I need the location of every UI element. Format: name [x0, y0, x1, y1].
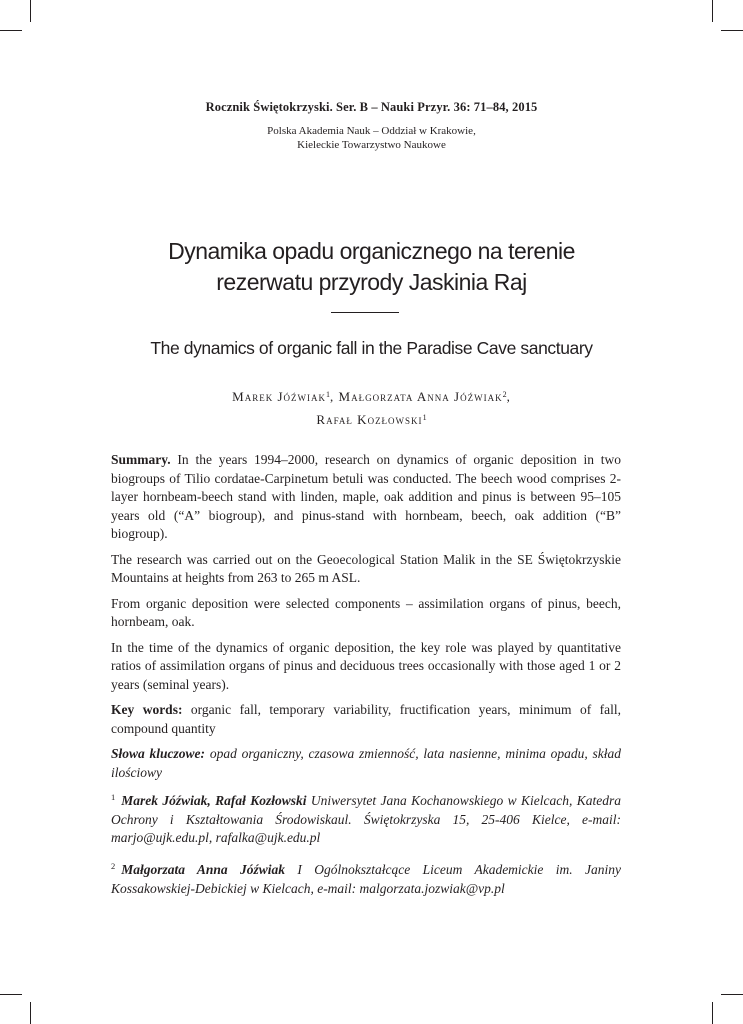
- title-polish: [100, 236, 643, 298]
- crop-mark-top-left-h: [0, 30, 22, 31]
- affiliation-line: Polska Akademia Nauk – Oddział w Krakowie,: [267, 125, 476, 137]
- author-name: Rafał Kozłowski: [316, 412, 423, 427]
- crop-mark-bottom-right-h: [721, 994, 743, 995]
- footnote-authors: Marek Jóźwiak, Rafał Kozłowski: [121, 793, 307, 808]
- author-separator: ,: [330, 389, 339, 404]
- title-line: rezerwatu przyrody Jaskinia Raj: [216, 269, 527, 295]
- summary-text: In the years 1994–2000, research on dynamics of organic deposition in two biogroups of Tilio cordatae-Carpinetum betuli was conducted. The beech wood comprises 2-layer hornbeam-beech stand with linden, maple, oak addition and pinus is between 95–105 years old (“A” biogroup), and pinus-stand with hornbeam, beech, oak addition (“B” biogroup).: [111, 452, 621, 541]
- crop-mark-top-left: [30, 0, 31, 22]
- author-line: [0, 407, 743, 430]
- summary-paragraph: [111, 451, 621, 544]
- author-name: Małgorzata Anna Jóźwiak: [338, 389, 503, 404]
- publisher-affiliation: [0, 124, 743, 152]
- author-list: [0, 384, 743, 430]
- footnote-number: 2: [111, 861, 116, 871]
- summary-paragraph: From organic deposition were selected components – assimilation organs of pinus, beech, hornbeam, oak.: [111, 595, 621, 629]
- keywords-polish: [111, 745, 621, 782]
- keywords-polish-label: Słowa kluczowe:: [111, 746, 206, 761]
- author-affiliation-mark: 1: [422, 413, 427, 422]
- keywords-polish-text: opad organiczny, czasowa zmienność, lata nasienne, minima opadu, skład ilościowy: [111, 746, 621, 780]
- keywords: [111, 701, 621, 738]
- journal-citation: Rocznik Świętokrzyski. Ser. B – Nauki Przyr. 36: 71–84, 2015: [205, 100, 538, 114]
- summary-paragraph: In the time of the dynamics of organic deposition, the key role was played by quantitative ratios of assimilation organs of pinus and deciduous trees occasionally with those aged 1 or 2 years (seminal years).: [111, 639, 621, 692]
- footnote-1: [111, 788, 621, 848]
- footnote-number: 1: [111, 792, 116, 802]
- title-divider: [331, 312, 399, 313]
- keywords-label: Key words:: [111, 702, 183, 717]
- footnote-authors: Małgorzata Anna Jóźwiak: [121, 862, 286, 877]
- crop-mark-bottom-right: [712, 1002, 713, 1024]
- title-line: Dynamika opadu organicznego na terenie: [168, 238, 575, 264]
- crop-mark-bottom-left-h: [0, 994, 22, 995]
- author-line: [0, 384, 743, 407]
- footnote-2: [111, 857, 621, 898]
- summary-paragraph: The research was carried out on the Geoecological Station Malik in the SE Świętokrzyskie Mountains at heights from 263 to 265 m ASL.: [111, 551, 621, 585]
- crop-mark-top-right-h: [721, 30, 743, 31]
- footnote-text: I Ogólnokształcące Liceum Akademickie im. Janiny Kossakowskiej-Debickiej w Kielcach, e-mail: malgorzata.jozwiak@vp.pl: [111, 862, 621, 896]
- author-affiliation-mark: 1: [326, 390, 331, 399]
- abstract-section: [111, 451, 621, 789]
- summary-label: Summary.: [111, 452, 171, 467]
- author-separator: ,: [506, 389, 511, 404]
- crop-mark-bottom-left: [30, 1002, 31, 1024]
- keywords-text: organic fall, temporary variability, fructification years, minimum of fall, compound quantity: [111, 702, 621, 736]
- author-name: Marek Jóźwiak: [232, 389, 327, 404]
- title-english: The dynamics of organic fall in the Paradise Cave sanctuary: [150, 338, 593, 358]
- crop-mark-top-right: [712, 0, 713, 22]
- footnote-text: Uniwersytet Jana Kochanowskiego w Kielcach, Katedra Ochrony i Kształtowania Środowiskaul. Świętokrzyska 15, 25-406 Kielce, e-mail: marjo@ujk.edu.pl, rafalka@ujk.edu.pl: [111, 793, 621, 845]
- author-affiliation-mark: 2: [502, 390, 507, 399]
- affiliation-line: Kieleckie Towarzystwo Naukowe: [297, 139, 446, 151]
